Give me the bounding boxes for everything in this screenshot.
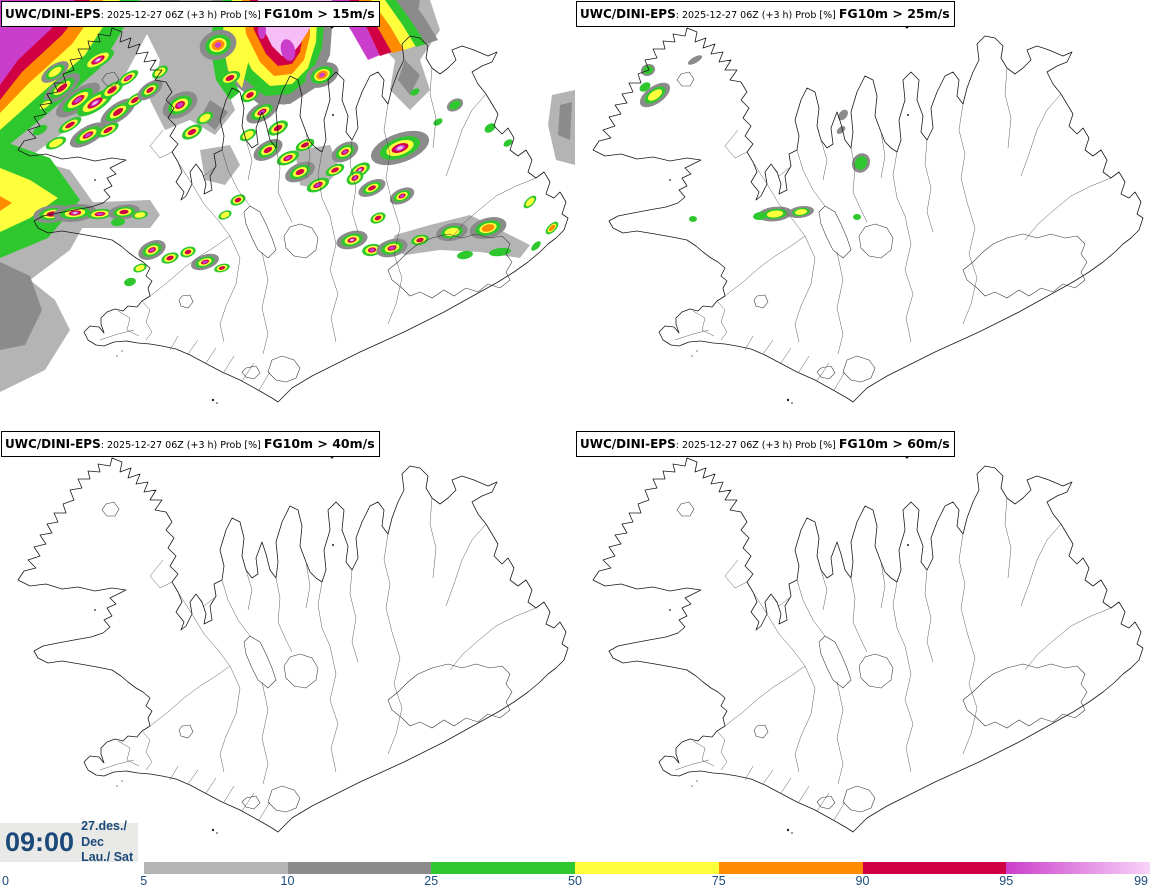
threshold-label: FG10m > 25m/s (838, 6, 950, 21)
colorbar-tick: 0 (2, 874, 9, 888)
colorbar-segment (575, 862, 719, 874)
map-fg10m-15 (0, 0, 575, 430)
colorbar-tick: 5 (140, 874, 148, 888)
model-label: UWC/DINI-EPS (5, 7, 101, 21)
colorbar-segment (1006, 862, 1150, 874)
valid-date (81, 819, 138, 866)
colorbar-tick: 90 (855, 874, 870, 888)
run-info: : 2025-12-27 06Z (+3 h) Prob [%] (100, 440, 264, 451)
threshold-label: FG10m > 15m/s (263, 6, 375, 21)
colorbar-tick: 95 (999, 874, 1014, 888)
colorbar-tick: 25 (424, 874, 439, 888)
map-fg10m-60 (575, 430, 1150, 860)
panel-title (576, 431, 955, 457)
panel-prob-fg10m-40 (0, 430, 575, 860)
panel-prob-fg10m-25 (575, 0, 1150, 430)
probability-colorbar (144, 862, 1150, 874)
panel-prob-fg10m-60 (575, 430, 1150, 860)
valid-time-box (0, 819, 138, 865)
threshold-label: FG10m > 60m/s (838, 436, 950, 451)
panel-prob-fg10m-15 (0, 0, 575, 430)
colorbar-tick: 75 (711, 874, 726, 888)
map-fg10m-25 (575, 0, 1150, 430)
colorbar-segment (719, 862, 863, 874)
threshold-label: FG10m > 40m/s (263, 436, 375, 451)
probability-blobs-25 (636, 53, 874, 223)
run-info: : 2025-12-27 06Z (+3 h) Prob [%] (675, 10, 839, 21)
run-info: : 2025-12-27 06Z (+3 h) Prob [%] (100, 10, 264, 21)
panel-title (1, 431, 380, 457)
map-fg10m-40 (0, 430, 575, 860)
panel-title (1, 1, 380, 27)
run-info: : 2025-12-27 06Z (+3 h) Prob [%] (675, 440, 839, 451)
probability-shading-15 (0, 0, 575, 392)
model-label: UWC/DINI-EPS (5, 437, 101, 451)
colorbar-segment (144, 862, 288, 874)
colorbar-segment (288, 862, 432, 874)
iceland-coastline (593, 456, 1143, 834)
colorbar-segment (863, 862, 1007, 874)
iceland-coastline (18, 456, 568, 834)
valid-time: 09:00 (5, 827, 75, 857)
colorbar-tick: 50 (568, 874, 582, 888)
valid-date-line: 27.des./ Dec (81, 819, 127, 849)
colorbar-segment (431, 862, 575, 874)
model-label: UWC/DINI-EPS (580, 437, 676, 451)
colorbar-tick-labels (0, 874, 1150, 891)
colorbar-tick: 10 (280, 874, 295, 888)
colorbar-tick: 99 (1134, 874, 1148, 888)
model-label: UWC/DINI-EPS (580, 7, 676, 21)
panel-title (576, 1, 955, 27)
valid-day-line: Lau./ Sat (81, 850, 134, 865)
iceland-coastline (593, 26, 1143, 404)
